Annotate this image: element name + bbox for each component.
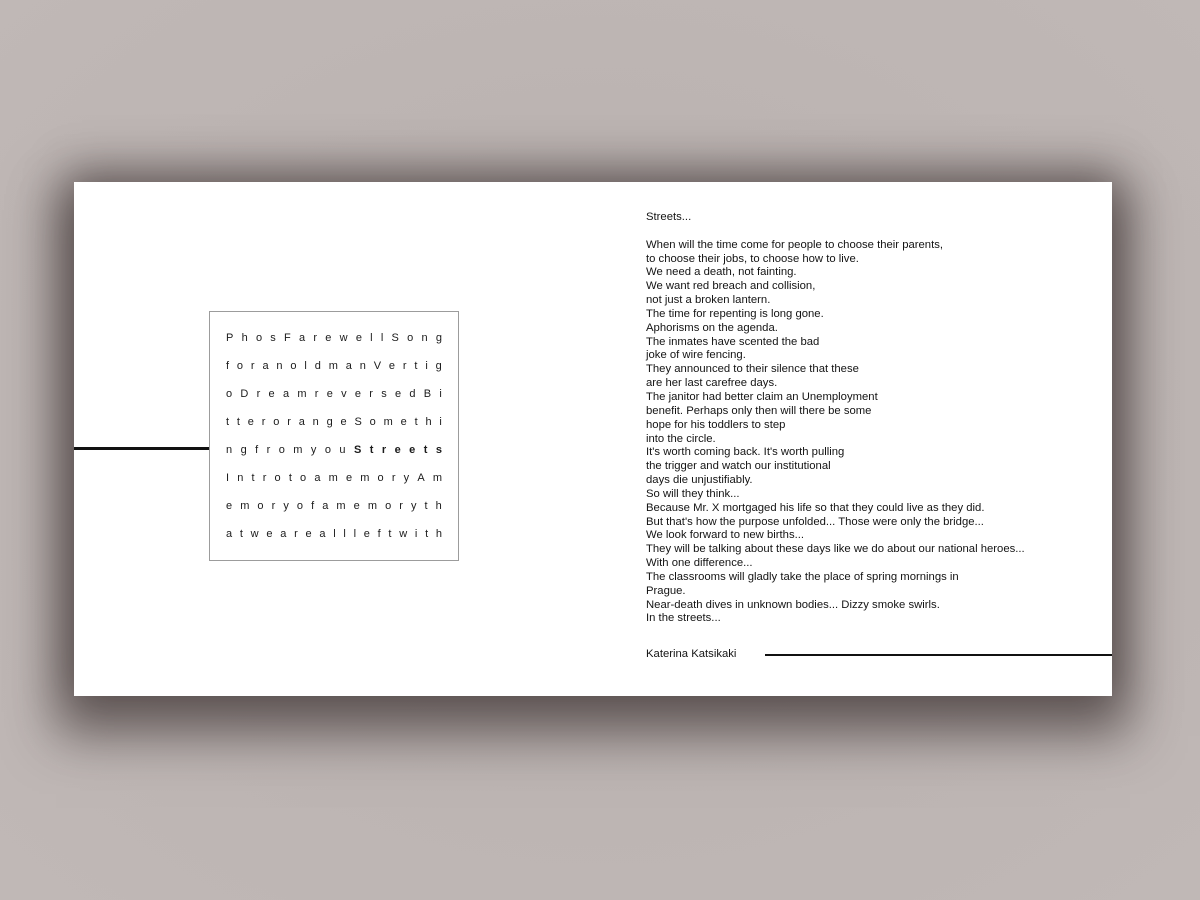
letter-grid-letter: d	[314, 360, 321, 372]
poem-line: We need a death, not fainting.	[646, 266, 797, 279]
signature-row	[646, 648, 1112, 664]
letter-grid-letter: d	[409, 388, 416, 400]
letter-grid-letter: a	[299, 332, 306, 344]
letter-grid-letter: m	[328, 360, 338, 372]
letter-grid-row	[226, 492, 442, 520]
letter-grid-letter: t	[388, 528, 392, 540]
poem-line: Near-death dives in unknown bodies... Dizzy smoke swirls.	[646, 598, 940, 611]
letter-grid-letter: t	[236, 416, 240, 428]
letter-grid-letter: y	[410, 500, 417, 512]
letter-grid-letter: t	[239, 528, 243, 540]
letter-grid-letter: o	[290, 360, 297, 372]
letter-grid-letter: h	[241, 332, 248, 344]
letter-grid-letter: y	[310, 444, 317, 456]
letter-grid-letter: o	[377, 472, 384, 484]
letter-grid-letter: o	[296, 500, 304, 512]
letter-grid-letter: t	[423, 444, 428, 456]
letter-grid-letter: l	[304, 360, 307, 372]
letter-grid-letter: a	[262, 360, 269, 372]
letter-grid-letter: m	[240, 500, 250, 512]
letter-grid-letter: e	[266, 528, 273, 540]
letter-grid-letter: a	[280, 528, 287, 540]
poem-line: joke of wire fencing.	[646, 349, 746, 362]
book-spread	[74, 182, 1112, 696]
letter-grid-letter: r	[381, 444, 387, 456]
letter-grid-letter: o	[236, 360, 244, 372]
letter-grid-letter: r	[271, 500, 276, 512]
poem-line: Prague.	[646, 584, 686, 597]
letter-grid-letter: m	[336, 500, 346, 512]
letter-grid-letter: a	[314, 472, 321, 484]
letter-grid-letter: e	[354, 388, 361, 400]
letter-grid-letter: e	[388, 360, 396, 372]
poem-title: Streets...	[646, 211, 692, 223]
letter-grid-letter: n	[312, 416, 319, 428]
letter-grid-letter: n	[359, 360, 366, 372]
poem-line: Aphorisms on the agenda.	[646, 321, 778, 334]
letter-grid-letter: S	[353, 444, 362, 456]
letter-grid-letter: m	[328, 472, 338, 484]
letter-grid-row	[226, 520, 442, 548]
letter-grid-letter: r	[256, 388, 261, 400]
letter-grid-letter: w	[250, 528, 259, 540]
letter-grid-letter: r	[313, 332, 318, 344]
letter-grid-letter: a	[319, 528, 326, 540]
letter-grid-letter: r	[262, 472, 267, 484]
poem-line: into the circle.	[646, 432, 716, 445]
letter-grid	[210, 324, 458, 548]
letter-grid-letter: n	[421, 332, 428, 344]
letter-grid-letter: r	[294, 528, 298, 540]
letter-grid-letter: a	[226, 528, 233, 540]
letter-grid-row	[226, 436, 442, 464]
letter-grid-letter: i	[439, 416, 442, 428]
letter-grid-letter: o	[369, 416, 376, 428]
letter-grid-letter: e	[409, 444, 416, 456]
letter-grid-letter: m	[383, 416, 393, 428]
letter-grid-letter: r	[250, 360, 255, 372]
poem-body	[646, 239, 1086, 627]
letter-grid-letter: i	[439, 388, 442, 400]
letter-grid-letter: t	[414, 360, 418, 372]
letter-grid-letter: o	[278, 444, 285, 456]
letter-grid-letter: n	[226, 444, 233, 456]
poem-line: hope for his toddlers to step	[646, 418, 786, 431]
letter-grid-letter: e	[355, 332, 362, 344]
letter-grid-letter: o	[407, 332, 414, 344]
poem-line: are her last carefree days.	[646, 377, 778, 390]
letter-grid-letter: F	[284, 332, 291, 344]
letter-grid-row	[226, 324, 442, 352]
letter-grid-letter: t	[425, 528, 429, 540]
letter-grid-letter: f	[377, 528, 381, 540]
poem-line: With one difference...	[646, 557, 753, 570]
letter-grid-letter: e	[325, 332, 332, 344]
letter-grid-letter: g	[435, 360, 442, 372]
letter-grid-letter: o	[300, 472, 307, 484]
poem-line: the trigger and watch our institutional	[646, 460, 831, 473]
letter-grid-letter: g	[240, 444, 247, 456]
letter-grid-letter: s	[270, 332, 276, 344]
letter-grid-letter: e	[305, 528, 312, 540]
letter-grid-letter: e	[226, 500, 233, 512]
letter-grid-letter: r	[399, 500, 403, 512]
letter-grid-letter: m	[367, 500, 377, 512]
letter-grid-letter: r	[369, 388, 373, 400]
letter-grid-letter: e	[394, 388, 402, 400]
letter-grid-letter: t	[251, 472, 255, 484]
letter-grid-row	[226, 408, 442, 436]
letter-grid-letter: w	[399, 528, 408, 540]
left-horizontal-rule	[74, 447, 209, 450]
letter-grid-letter: n	[276, 360, 283, 372]
letter-grid-letter: h	[425, 416, 432, 428]
poem-line: benefit. Perhaps only then will there be some	[646, 404, 872, 417]
letter-grid-row	[226, 464, 442, 492]
letter-grid-letter: o	[324, 444, 331, 456]
letter-grid-letter: o	[274, 472, 281, 484]
letter-grid-letter: s	[435, 444, 442, 456]
letter-grid-letter: f	[311, 500, 315, 512]
letter-grid-letter: f	[255, 444, 259, 456]
letter-grid-letter: l	[353, 528, 357, 540]
letter-grid-letter: e	[345, 472, 353, 484]
letter-grid-letter: y	[283, 500, 289, 512]
letter-grid-letter: g	[435, 332, 442, 344]
letter-grid-letter: S	[391, 332, 399, 344]
letter-grid-letter: e	[363, 528, 370, 540]
poem-line: The inmates have scented the bad	[646, 335, 820, 348]
letter-grid-letter: e	[326, 388, 333, 400]
author-name: Katerina Katsikaki	[646, 648, 737, 660]
letter-grid-letter: o	[226, 388, 233, 400]
poem-line: They announced to their silence that these	[646, 363, 859, 376]
letter-grid-letter: r	[391, 472, 396, 484]
letter-grid-letter: t	[288, 472, 292, 484]
letter-grid-letter: a	[282, 388, 290, 400]
letter-grid-letter: r	[266, 444, 271, 456]
right-horizontal-rule	[765, 654, 1112, 656]
poem-line: The janitor had better claim an Unemployment	[646, 390, 878, 403]
poem	[646, 211, 1086, 626]
letter-grid-letter: o	[385, 500, 392, 512]
letter-grid-letter: B	[423, 388, 432, 400]
letter-grid-row	[226, 352, 442, 380]
poem-line: The classrooms will gladly take the place of spring mornings in	[646, 570, 959, 583]
letter-grid-letter: i	[414, 528, 418, 540]
poem-line: The time for repenting is long gone.	[646, 307, 824, 320]
letter-grid-box	[209, 311, 459, 561]
letter-grid-letter: t	[414, 416, 418, 428]
letter-grid-letter: P	[226, 332, 234, 344]
letter-grid-letter: e	[247, 416, 254, 428]
letter-grid-letter: r	[314, 388, 319, 400]
letter-grid-letter: u	[339, 444, 346, 456]
letter-grid-letter: I	[226, 472, 230, 484]
letter-grid-letter: e	[400, 416, 407, 428]
letter-grid-letter: r	[261, 416, 266, 428]
letter-grid-letter: t	[424, 500, 428, 512]
letter-grid-row	[226, 380, 442, 408]
letter-grid-letter: t	[369, 444, 374, 456]
letter-grid-letter: i	[425, 360, 428, 372]
letter-grid-letter: m	[293, 444, 303, 456]
poem-line: But that's how the purpose unfolded... Those were only the bridge...	[646, 515, 984, 528]
letter-grid-letter: e	[340, 416, 347, 428]
letter-grid-letter: h	[435, 528, 442, 540]
poem-line: to choose their jobs, to choose how to live.	[646, 252, 859, 265]
letter-grid-letter: w	[339, 332, 348, 344]
letter-grid-letter: m	[360, 472, 370, 484]
poem-line: When will the time come for people to choose their parents,	[646, 238, 944, 251]
letter-grid-letter: m	[297, 388, 307, 400]
poem-line: We look forward to new births...	[646, 529, 805, 542]
letter-grid-letter: a	[345, 360, 352, 372]
letter-grid-letter: g	[326, 416, 333, 428]
poem-line: days die unjustifiably.	[646, 474, 753, 487]
poem-line: Because Mr. X mortgaged his life so that they could live as they did.	[646, 501, 985, 514]
letter-grid-letter: l	[370, 332, 373, 344]
letter-grid-letter: o	[255, 332, 263, 344]
letter-grid-letter: S	[354, 416, 362, 428]
letter-grid-letter: y	[403, 472, 410, 484]
letter-grid-letter: l	[333, 528, 336, 540]
letter-grid-letter: r	[402, 360, 407, 372]
letter-grid-letter: l	[380, 332, 384, 344]
letter-grid-letter: D	[240, 388, 249, 400]
letter-grid-letter: V	[373, 360, 382, 372]
poem-line: So will they think...	[646, 487, 740, 500]
letter-grid-letter: s	[381, 388, 387, 400]
letter-grid-letter: o	[273, 416, 280, 428]
letter-grid-letter: e	[394, 444, 401, 456]
letter-grid-letter: l	[343, 528, 346, 540]
letter-grid-letter: e	[353, 500, 360, 512]
letter-grid-letter: A	[417, 472, 425, 484]
letter-grid-letter: m	[432, 472, 442, 484]
letter-grid-letter: n	[237, 472, 244, 484]
poem-line: They will be talking about these days like we do about our national heroes...	[646, 543, 1025, 556]
poem-line: We want red breach and collision,	[646, 280, 816, 293]
letter-grid-letter: o	[257, 500, 264, 512]
letter-grid-letter: f	[226, 360, 230, 372]
poem-line: In the streets...	[646, 612, 721, 625]
letter-grid-letter: r	[287, 416, 291, 428]
letter-grid-letter: t	[226, 416, 230, 428]
letter-grid-letter: e	[268, 388, 275, 400]
poem-line: not just a broken lantern.	[646, 294, 771, 307]
letter-grid-letter: a	[298, 416, 305, 428]
letter-grid-letter: v	[341, 388, 347, 400]
letter-grid-letter: h	[435, 500, 442, 512]
letter-grid-letter: a	[322, 500, 329, 512]
poem-line: It's worth coming back. It's worth pulling	[646, 446, 845, 459]
